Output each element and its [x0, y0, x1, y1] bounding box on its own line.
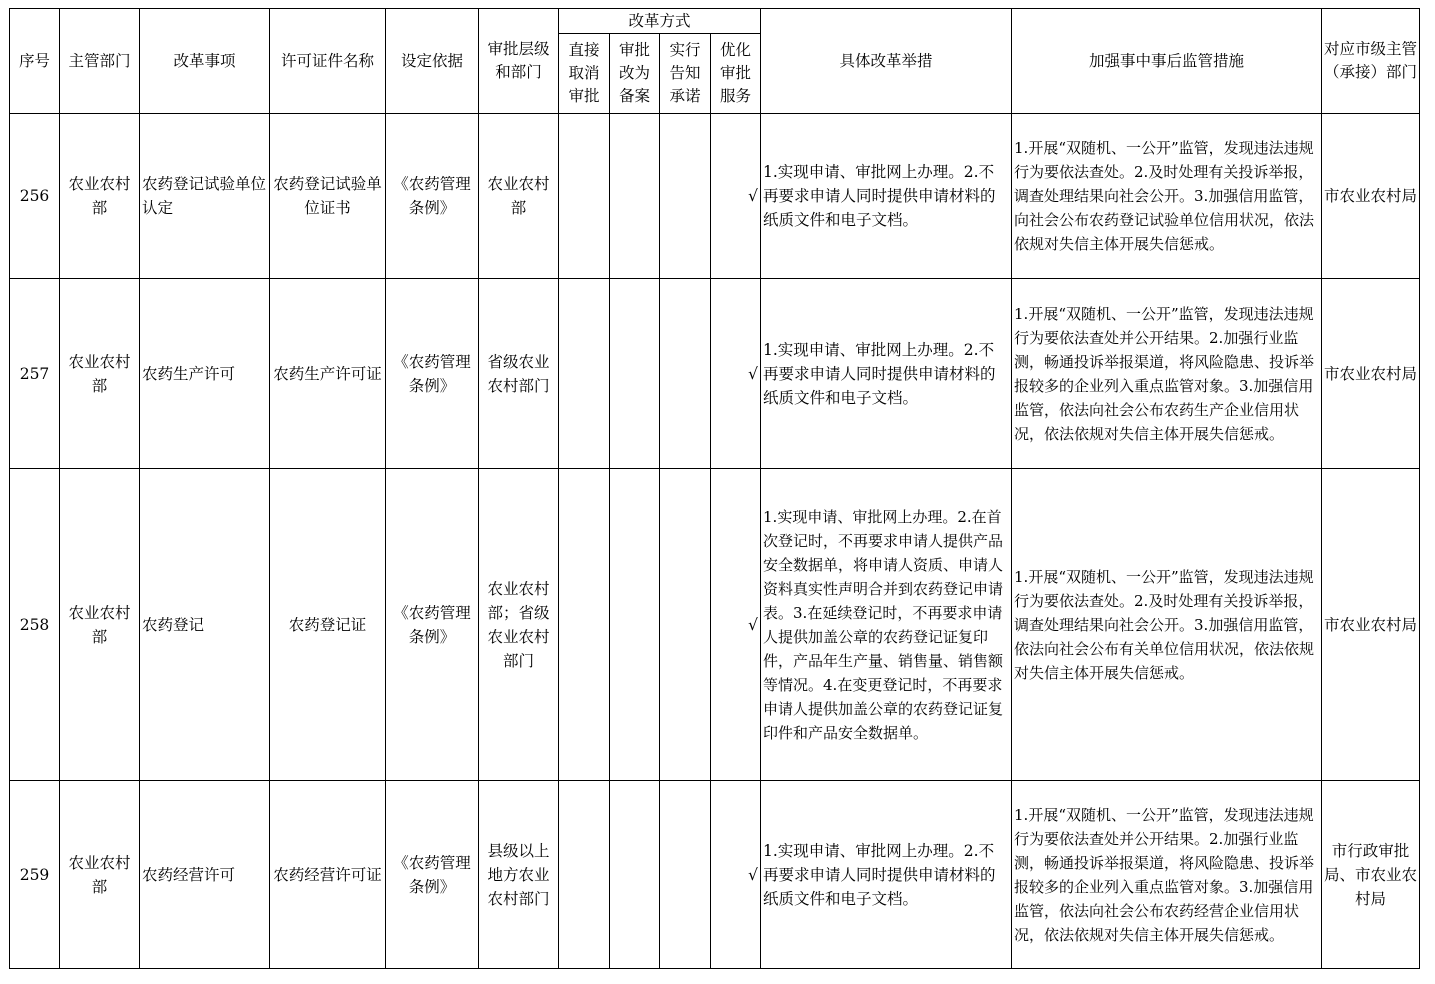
row-measures: 1.实现申请、审批网上办理。2.不再要求申请人同时提供申请材料的纸质文件和电子文档。 — [761, 279, 1012, 469]
row-dept: 农业农村部 — [60, 469, 140, 781]
row-city: 市农业农村局 — [1322, 279, 1420, 469]
row-cancel — [559, 279, 610, 469]
row-basis: 《农药管理条例》 — [386, 781, 479, 969]
row-record — [610, 114, 660, 279]
reform-table — [9, 8, 1420, 969]
row-promise — [660, 279, 711, 469]
row-level: 省级农业农村部门 — [479, 279, 559, 469]
row-record — [610, 781, 660, 969]
row-city: 市行政审批局、市农业农村局 — [1322, 781, 1420, 969]
table-row — [10, 279, 1420, 469]
row-license: 农药登记证 — [270, 469, 386, 781]
row-item: 农药登记 — [140, 469, 270, 781]
row-promise — [660, 781, 711, 969]
row-measures: 1.实现申请、审批网上办理。2.不再要求申请人同时提供申请材料的纸质文件和电子文档。 — [761, 781, 1012, 969]
header-method-cancel: 直接取消审批 — [559, 34, 610, 114]
header-seq: 序号 — [10, 9, 60, 114]
row-dept: 农业农村部 — [60, 114, 140, 279]
row-dept: 农业农村部 — [60, 279, 140, 469]
table-row — [10, 469, 1420, 781]
row-city: 市农业农村局 — [1322, 469, 1420, 781]
row-optimize-check: √ — [711, 279, 761, 469]
row-supervision: 1.开展“双随机、一公开”监管，发现违法违规行为要依法查处并公开结果。2.加强行业监测，畅通投诉举报渠道，将风险隐患、投诉举报较多的企业列入重点监管对象。3.加强信用监管，依法向社会公布农药生产企业信用状况，依法依规对失信主体开展失信惩戒。 — [1012, 279, 1322, 469]
row-cancel — [559, 114, 610, 279]
row-seq: 258 — [10, 469, 60, 781]
row-record — [610, 279, 660, 469]
header-dept: 主管部门 — [60, 9, 140, 114]
table-row — [10, 114, 1420, 279]
header-city: 对应市级主管（承接）部门 — [1322, 9, 1420, 114]
row-measures: 1.实现申请、审批网上办理。2.不再要求申请人同时提供申请材料的纸质文件和电子文档。 — [761, 114, 1012, 279]
row-seq: 257 — [10, 279, 60, 469]
reform-table-sheet — [9, 8, 1420, 969]
row-measures: 1.实现申请、审批网上办理。2.在首次登记时，不再要求申请人提供产品安全数据单，将申请人资质、申请人资料真实性声明合并到农药登记申请表。3.在延续登记时，不再要求申请人提供加盖公章的农药登记证复印件，产品年生产量、销售量、销售额等情况。4.在变更登记时，不再要求申请人提供加盖公章的农药登记证复印件和产品安全数据单。 — [761, 469, 1012, 781]
row-optimize-check: √ — [711, 781, 761, 969]
row-license: 农药生产许可证 — [270, 279, 386, 469]
header-basis: 设定依据 — [386, 9, 479, 114]
row-cancel — [559, 781, 610, 969]
header-method-promise: 实行告知承诺 — [660, 34, 711, 114]
row-optimize-check: √ — [711, 114, 761, 279]
header-row-1 — [10, 9, 1420, 34]
row-level: 县级以上地方农业农村部门 — [479, 781, 559, 969]
row-promise — [660, 469, 711, 781]
header-method-optimize: 优化审批服务 — [711, 34, 761, 114]
row-basis: 《农药管理条例》 — [386, 469, 479, 781]
row-supervision: 1.开展“双随机、一公开”监管，发现违法违规行为要依法查处并公开结果。2.加强行业监测，畅通投诉举报渠道，将风险隐患、投诉举报较多的企业列入重点监管对象。3.加强信用监管，依法向社会公布农药经营企业信用状况，依法依规对失信主体开展失信惩戒。 — [1012, 781, 1322, 969]
row-level: 农业农村部；省级农业农村部门 — [479, 469, 559, 781]
row-supervision: 1.开展“双随机、一公开”监管，发现违法违规行为要依法查处。2.及时处理有关投诉举报，调查处理结果向社会公开。3.加强信用监管，依法向社会公布有关单位信用状况，依法依规对失信主体开展失信惩戒。 — [1012, 469, 1322, 781]
row-city: 市农业农村局 — [1322, 114, 1420, 279]
header-supervision: 加强事中事后监管措施 — [1012, 9, 1322, 114]
table-row — [10, 781, 1420, 969]
row-record — [610, 469, 660, 781]
header-method-record: 审批改为备案 — [610, 34, 660, 114]
row-item: 农药生产许可 — [140, 279, 270, 469]
header-item: 改革事项 — [140, 9, 270, 114]
header-license: 许可证件名称 — [270, 9, 386, 114]
row-promise — [660, 114, 711, 279]
row-basis: 《农药管理条例》 — [386, 114, 479, 279]
row-item: 农药经营许可 — [140, 781, 270, 969]
header-measures: 具体改革举措 — [761, 9, 1012, 114]
row-dept: 农业农村部 — [60, 781, 140, 969]
row-item: 农药登记试验单位认定 — [140, 114, 270, 279]
header-method-group: 改革方式 — [559, 9, 761, 34]
row-license: 农药经营许可证 — [270, 781, 386, 969]
row-supervision: 1.开展“双随机、一公开”监管，发现违法违规行为要依法查处。2.及时处理有关投诉举报，调查处理结果向社会公开。3.加强信用监管，向社会公布农药登记试验单位信用状况，依法依规对失信主体开展失信惩戒。 — [1012, 114, 1322, 279]
header-level: 审批层级和部门 — [479, 9, 559, 114]
row-license: 农药登记试验单位证书 — [270, 114, 386, 279]
row-seq: 259 — [10, 781, 60, 969]
row-seq: 256 — [10, 114, 60, 279]
row-cancel — [559, 469, 610, 781]
row-optimize-check: √ — [711, 469, 761, 781]
row-basis: 《农药管理条例》 — [386, 279, 479, 469]
row-level: 农业农村部 — [479, 114, 559, 279]
